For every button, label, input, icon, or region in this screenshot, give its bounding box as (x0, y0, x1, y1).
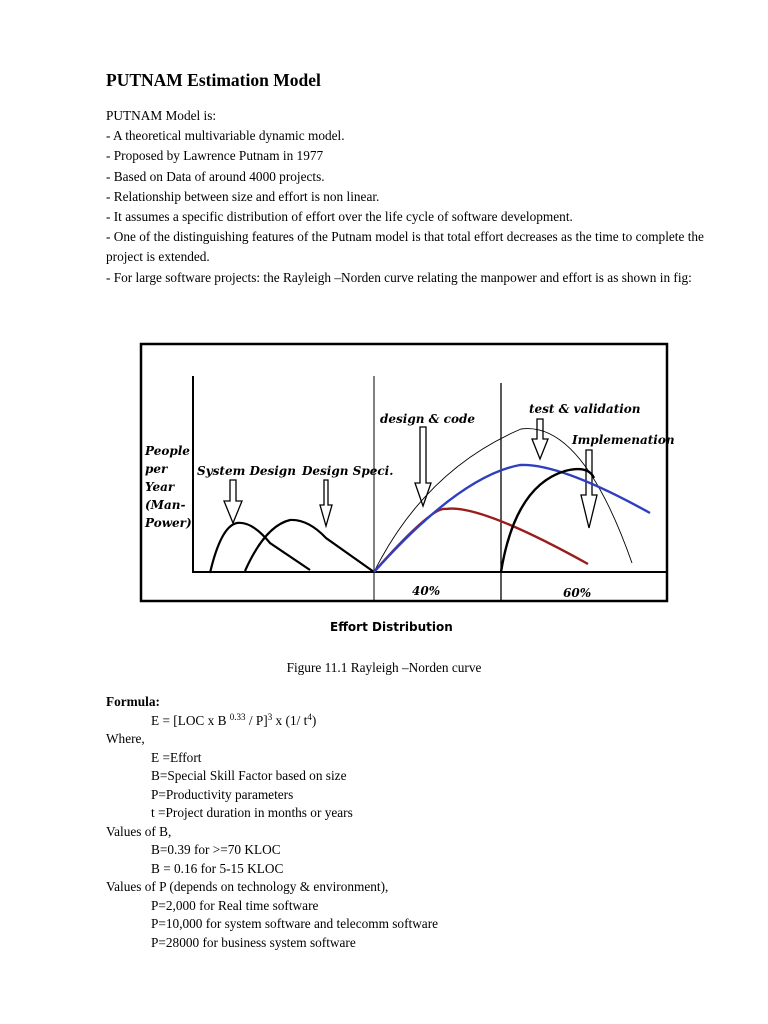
definition-item: P=Productivity parameters (151, 786, 294, 802)
formula-equation (106, 712, 438, 731)
eq-part: E = [LOC x B (151, 712, 230, 728)
percent-40: 40% (412, 584, 441, 598)
curve-design-spec (245, 520, 374, 572)
label-system-design: System Design (197, 464, 296, 478)
arrow-test-validation (532, 419, 548, 459)
intro-line: PUTNAM Model is: (106, 108, 217, 123)
intro-line: - A theoretical multivariable dynamic model. (106, 128, 345, 144)
label-design-code: design & code (380, 412, 475, 426)
values-b-item: B = 0.16 for 5-15 KLOC (151, 860, 284, 876)
definition-item: t =Project duration in months or years (151, 805, 353, 820)
values-p-item: P=28000 for business system software (151, 934, 356, 950)
curve-system-design (210, 523, 310, 573)
arrow-system-design (224, 480, 242, 523)
definition-item: B=Special Skill Factor based on size (151, 768, 347, 783)
intro-line: - It assumes a specific distribution of effort over the life cycle of software development. (106, 209, 573, 225)
eq-part: ) (311, 712, 317, 728)
values-p-heading: Values of P (depends on technology & environment), (106, 879, 389, 894)
ylabel-line: People (145, 444, 190, 458)
eq-part: / P] (245, 712, 268, 728)
values-p-item: P=10,000 for system software and telecomm software (151, 916, 439, 931)
formula-section (106, 693, 438, 952)
ylabel-line: (Man- (145, 498, 186, 512)
figure-svg (140, 343, 675, 643)
curve-design-code (374, 509, 588, 572)
values-b-item: B=0.39 for >=70 KLOC (151, 842, 281, 857)
eq-exponent: 3 (267, 711, 273, 722)
percent-60: 60% (563, 586, 592, 600)
curve-implementation (501, 469, 594, 572)
intro-line: - One of the distinguishing features of the Putnam model is that total effort decreases as the time to complete the project is extended. (106, 229, 704, 265)
xlabel: Effort Distribution (330, 620, 453, 634)
page-title: PUTNAM Estimation Model (106, 70, 321, 90)
label-design-spec: Design Speci. (302, 464, 394, 478)
curve-test-validation (374, 465, 650, 572)
formula-heading: Formula: (106, 694, 160, 709)
values-p-item: P=2,000 for Real time software (151, 897, 319, 913)
intro-text (106, 106, 712, 288)
eq-exponent: 0.33 (229, 711, 246, 722)
eq-exponent: 4 (307, 711, 312, 722)
ylabel-line: per (145, 462, 168, 476)
intro-line: - Proposed by Lawrence Putnam in 1977 (106, 148, 324, 164)
values-b-heading: Values of B, (106, 823, 172, 839)
arrow-design-spec (320, 480, 332, 526)
ylabel-line: Power) (145, 516, 192, 530)
label-test-validation: test & validation (529, 402, 641, 416)
figure-caption: Figure 11.1 Rayleigh –Norden curve (286, 660, 482, 675)
intro-line: - For large software projects: the Rayleigh –Norden curve relating the manpower and effort is as shown in fig: (106, 269, 692, 285)
ylabel-line: Year (145, 480, 175, 494)
eq-part: x (1/ t (272, 712, 308, 728)
arrow-implementation (581, 450, 597, 528)
intro-line: - Based on Data of around 4000 projects. (106, 168, 325, 184)
label-implementation: Implemenation (572, 433, 675, 447)
where-label: Where, (106, 731, 145, 746)
intro-line: - Relationship between size and effort is non linear. (106, 188, 380, 204)
arrow-design-code (415, 427, 431, 506)
rayleigh-norden-figure (140, 343, 675, 643)
definition-item: E =Effort (151, 749, 202, 765)
